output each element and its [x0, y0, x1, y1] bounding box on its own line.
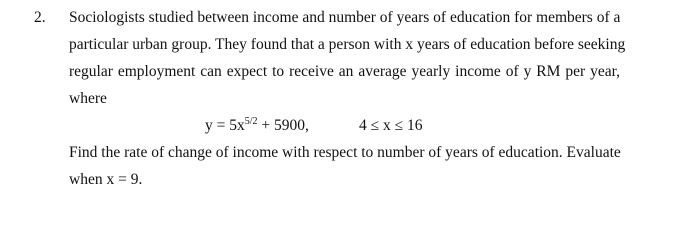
question-text-line-3: regular employment can expect to receive an average yearly income of y RM per year, — [69, 63, 620, 80]
equation-lhs: y = 5x — [205, 117, 245, 134]
question-text-line-4: where — [69, 90, 107, 107]
question-text-line-2: particular urban group. They found that a person with x years of education before seeking — [69, 36, 626, 53]
question-number: 2. — [34, 9, 46, 26]
equation-domain: 4 ≤ x ≤ 16 — [359, 117, 423, 134]
question-text-line-1: Sociologists studied between income and number of years of education for members of a — [69, 9, 621, 26]
equation-exponent: 5/2 — [244, 116, 258, 127]
task-text-line-2: when x = 9. — [69, 171, 143, 188]
equation-rhs: + 5900, — [257, 117, 309, 134]
income-equation — [205, 116, 423, 135]
task-text-line-1: Find the rate of change of income with respect to number of years of education. Evaluate — [69, 144, 621, 161]
